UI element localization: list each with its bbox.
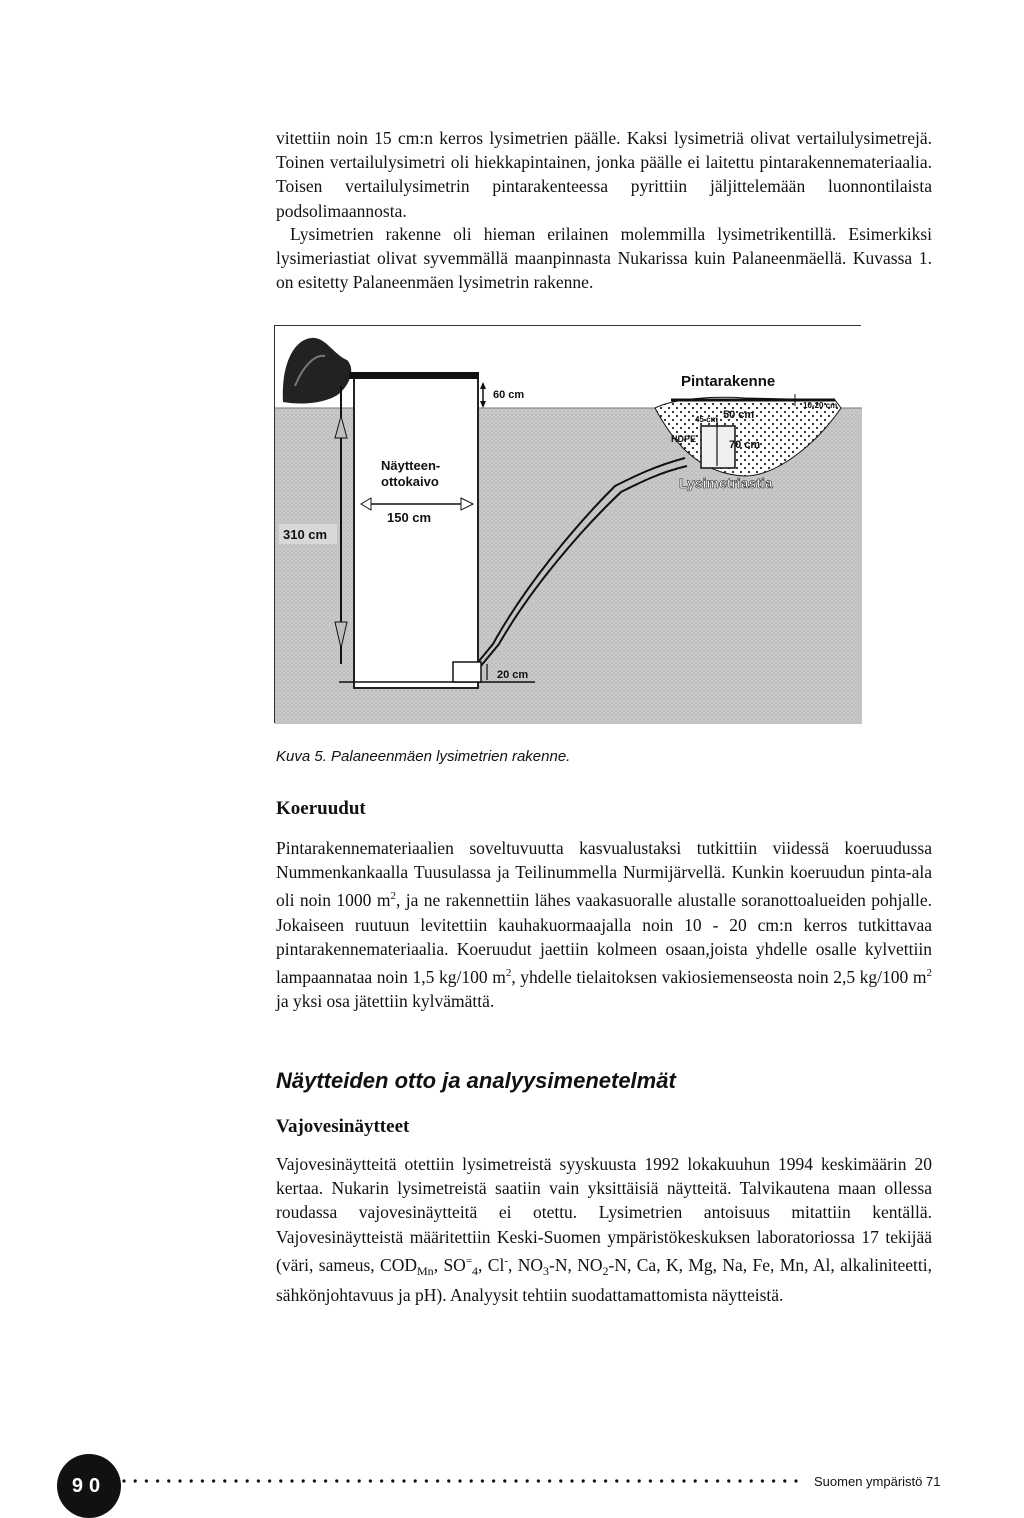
figure-caption: Kuva 5. Palaneenmäen lysimetrien rakenne. — [276, 748, 571, 765]
label-hdpe: HDPE — [671, 434, 697, 444]
label-50cm: 50 cm — [723, 409, 755, 421]
koeruudut-paragraph: Pintarakennemateriaalien soveltuvuutta kasvualustaksi tutkittiin viidessä koeruudussa Nummenkankaalla Tuusulassa ja Teilinummella Nurmijärvellä. Kunkin koeruudun pinta-ala oli noin 1000 $m^2$, ja ne rakennettiin lähes vaakasuoralle alustalle soranottoalueiden pohjalle. Jokaiseen ruutuun levitettiin kauhakuormaajalla noin 10 - 20 cm:n kerros tutkittavaa pintarakennemateriaalia. Koeruudut jaettiin kolmeen osaan,joista yhdelle osalle kylvettiin lampaannataa noin 1,5 kg/100 $m^2$, yhdelle tielaitoksen vakiosiemenseosta noin 2,5 kg/100 $m^2$ ja yksi osa jätettiin kylvämättä. — [276, 838, 933, 1012]
collection-vessel — [453, 662, 481, 682]
intro-paragraph-1: vitettiin noin 15 cm:n kerros lysimetrien päälle. Kaksi lysimetriä olivat vertailulysimetrejä. Toinen vertailulysimetri oli hiekkapintainen, jonka päälle ei laitettu pintarakennemateriaalia. Toisen vertailulysimetrin pintarakenteessa pyrittiin jäljittelemään luonnontilaista podsolimaannosta. — [276, 128, 932, 221]
label-10-20cm: 10-20 cm — [803, 401, 838, 410]
vajovesi-paragraph: Vajovesinäytteitä otettiin lysimetreistä syyskuusta 1992 lokakuuhun 1994 keskimäärin 20 kertaa. Nukarin lysimetreistä saatiin vain yksittäisiä näytteitä. Talvikautena maan ollessa roudassa vajovesinäytteitä ei otettu. Lysimetrien antoisuus mitattiin kentällä. Vajovesinäytteistä määritettiin Keski-Suomen ympäristökeskuksen laboratoriossa 17 tekijää (väri, sameus, $COD_{Mn}$, $SO^=_4$, Cl-, $NO_3-N$, $NO_2-N$, Ca, K, Mg, Na, Fe, Mn, Al, alkaliniteetti, sähkönjohtavuus ja pH). Analyysit tehtiin suodattamattomista näytteistä. — [276, 1154, 932, 1306]
label-60cm: 60 cm — [493, 389, 525, 401]
label-310cm: 310 cm — [283, 527, 328, 542]
label-150cm: 150 cm — [387, 510, 432, 525]
label-naytteenottokaivo-2: ottokaivo — [381, 474, 439, 489]
well-lid — [349, 372, 479, 379]
label-lysimetriastia: Lysimetriastia — [679, 475, 773, 491]
heading-naytteiden-otto: Näytteiden otto ja analyysimenetelmät — [276, 1068, 676, 1093]
label-20cm: 20 cm — [497, 669, 529, 681]
footer-dotted-rule — [120, 1476, 810, 1486]
label-70cm: 70 cm — [729, 439, 761, 451]
label-45cm: 45 cm — [695, 415, 718, 424]
heading-koeruudut: Koeruudut — [276, 798, 366, 819]
intro-paragraph-2: Lysimetrien rakenne oli hieman erilainen molemmilla lysimetrikentillä. Esimerkiksi lysimeriastiat olivat syvemmällä maanpinnasta Nukarissa kuin Palaneenmäellä. Kuvassa 1. on esitetty Palaneenmäen lysimetrin rakenne. — [276, 224, 932, 293]
sampling-well — [354, 376, 478, 688]
page-number-badge: 90 — [57, 1454, 121, 1518]
footer-publication: Suomen ympäristö 71 — [814, 1474, 941, 1489]
label-naytteenottokaivo-1: Näytteen- — [381, 458, 441, 473]
heading-vajovesinaytteet: Vajovesinäytteet — [276, 1116, 410, 1137]
lysimeter-figure — [274, 325, 861, 723]
label-pintarakenne: Pintarakenne — [681, 373, 776, 390]
lysimeter-diagram — [275, 326, 862, 724]
